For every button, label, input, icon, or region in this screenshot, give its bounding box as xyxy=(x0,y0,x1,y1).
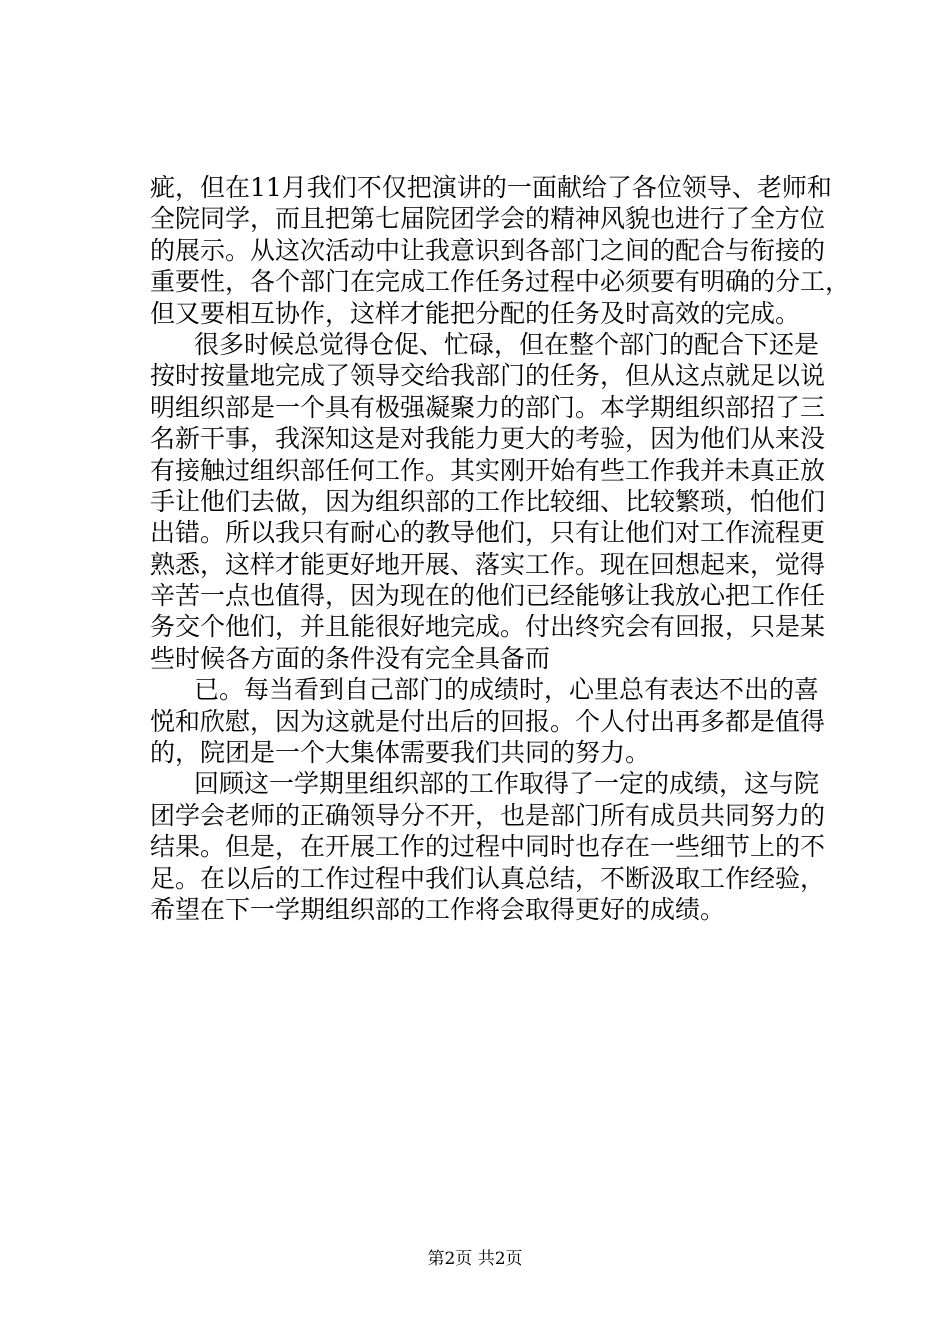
text-line: 明组织部是一个具有极强凝聚力的部门。本学期组织部招了三 xyxy=(150,392,826,422)
text-line: 很多时候总觉得仓促、忙碌，但在整个部门的配合下还是 xyxy=(194,329,820,359)
text-line: 手让他们去做，因为组织部的工作比较细、比较繁琐，怕他们 xyxy=(150,486,826,516)
text-line: 有接触过组织部任何工作。其实刚开始有些工作我并未真正放 xyxy=(150,455,826,485)
text-line: 辛苦一点也值得，因为现在的他们已经能够让我放心把工作任 xyxy=(150,581,826,611)
page-number-footer: 第2页 共2页 xyxy=(427,1249,523,1269)
text-line: 些时候各方面的条件没有完全具备而 xyxy=(150,643,551,673)
text-line: 的，院团是一个大集体需要我们共同的努力。 xyxy=(150,738,651,768)
text-line: 熟悉，这样才能更好地开展、落实工作。现在回想起来，觉得 xyxy=(150,549,826,579)
text-line: 按时按量地完成了领导交给我部门的任务，但从这点就足以说 xyxy=(150,361,826,391)
text-line: 重要性，各个部门在完成工作任务过程中必须要有明确的分工， xyxy=(150,267,851,297)
text-line: 务交个他们，并且能很好地完成。付出终究会有回报，只是某 xyxy=(150,612,826,642)
text-line: 出错。所以我只有耐心的教导他们，只有让他们对工作流程更 xyxy=(150,518,826,548)
text-line: 疵，但在11月我们不仅把演讲的一面献给了各位领导、老师和 xyxy=(150,173,832,202)
text-line: 名新干事，我深知这是对我能力更大的考验，因为他们从来没 xyxy=(150,424,826,454)
text-line: 回顾这一学期里组织部的工作取得了一定的成绩，这与院 xyxy=(194,769,820,799)
text-line: 足。在以后的工作过程中我们认真总结，不断汲取工作经验， xyxy=(150,863,826,893)
text-line: 但又要相互协作，这样才能把分配的任务及时高效的完成。 xyxy=(150,298,801,328)
text-line: 希望在下一学期组织部的工作将会取得更好的成绩。 xyxy=(150,894,726,924)
text-line: 已。每当看到自己部门的成绩时，心里总有表达不出的喜 xyxy=(194,675,820,705)
text-line: 的展示。从这次活动中让我意识到各部门之间的配合与衔接的 xyxy=(150,235,826,265)
text-line: 全院同学，而且把第七届院团学会的精神风貌也进行了全方位 xyxy=(150,204,826,234)
document-body xyxy=(150,172,851,925)
text-line: 结果。但是，在开展工作的过程中同时也存在一些细节上的不 xyxy=(150,832,826,862)
text-line: 团学会老师的正确领导分不开，也是部门所有成员共同努力的 xyxy=(150,800,826,830)
text-line: 悦和欣慰，因为这就是付出后的回报。个人付出再多都是值得 xyxy=(150,706,826,736)
